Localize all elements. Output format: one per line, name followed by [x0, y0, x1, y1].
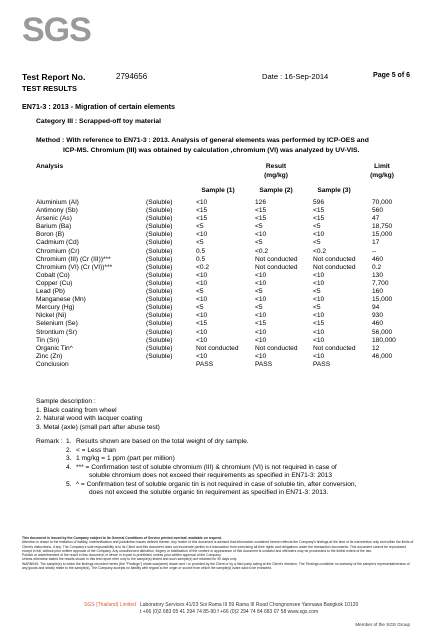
- sample-3-value: Not conducted: [313, 255, 356, 263]
- analyte-name: Lead (Pb): [36, 288, 65, 296]
- sample-description-item: 2. Natural wood with lacquer coating: [36, 415, 143, 422]
- analyte-name: Strontium (Sr): [36, 328, 78, 336]
- sample-1-value: <10: [196, 312, 208, 320]
- analyte-name: Mercury (Hg): [36, 304, 75, 312]
- sample-1-value: <10: [196, 279, 208, 287]
- limit-value: --: [372, 247, 377, 255]
- analysis-header: Analysis: [36, 163, 64, 170]
- limit-value: 7,700: [372, 279, 389, 287]
- limit-value: 12: [372, 344, 380, 352]
- remark-line: [36, 464, 406, 473]
- analyte-name: Manganese (Mn): [36, 296, 86, 304]
- sample-2-value: <10: [255, 328, 267, 336]
- limit-value: 46,000: [372, 352, 393, 360]
- remark-number: 2.: [66, 446, 72, 454]
- limit-value: 160: [372, 288, 384, 296]
- analyte-name: Conclusion: [36, 360, 69, 368]
- sample-3-value: PASS: [313, 360, 331, 368]
- sample-3-value: <5: [313, 239, 321, 247]
- sample-1-value: 0.5: [196, 247, 206, 255]
- sample-2-value: <5: [255, 288, 263, 296]
- limit-value: 18,750: [372, 223, 393, 231]
- sample-1-value: <10: [196, 328, 208, 336]
- remark-line: [36, 481, 406, 490]
- sample-3-value: <10: [313, 296, 325, 304]
- table-row: [0, 304, 432, 312]
- sgs-logo: [22, 10, 91, 50]
- remark-text: *** = Confirmation test of soluble chromium (III) & chromium (VI) is not required in case of: [76, 463, 337, 471]
- sample-3-value: <10: [313, 271, 325, 279]
- method-line-2: [36, 146, 396, 156]
- sample-1-value: <15: [196, 207, 208, 215]
- analyte-name: Organic Tin^: [36, 344, 73, 352]
- analyte-name: Barium (Ba): [36, 223, 72, 231]
- analyte-name: Chromium (Cr): [36, 247, 80, 255]
- table-row: [0, 207, 432, 215]
- sample-2-value: <10: [255, 231, 267, 239]
- table-row: [0, 215, 432, 223]
- remark-text: soluble chromium does not exceed their requirements as specified in EN71-3: 2013: [89, 472, 333, 479]
- table-row: [0, 256, 432, 264]
- sample-1-value: <5: [196, 223, 204, 231]
- sample-3-value: <10: [313, 328, 325, 336]
- sample-3-header: Sample (3): [317, 187, 351, 194]
- limit-value: 94: [372, 304, 380, 312]
- sample-3-value: <5: [313, 304, 321, 312]
- limit-value: 0.2: [372, 263, 382, 271]
- remark-text: ^ = Confirmation test of soluble organic tin is not required in case of soluble tin, after conversion,: [76, 480, 357, 488]
- sample-description-item: 3. Metal (axle) (small part after abuse test): [36, 423, 160, 431]
- sample-description-item: 1. Black coating from wheel: [36, 406, 117, 414]
- remark-line: [36, 447, 406, 456]
- sample-1-value: <10: [196, 271, 208, 279]
- analyte-name: Boron (B): [36, 231, 65, 239]
- limit-value: 560: [372, 207, 384, 215]
- limit-value: 460: [372, 255, 384, 263]
- sample-1-value: <10: [196, 352, 208, 360]
- method-text-1: With reference to EN71-3 : 2013. Analysis of general elements was performed by ICP-OES and: [66, 137, 369, 144]
- sample-2-value: <0.2: [255, 247, 269, 255]
- result-unit: (mg/kg): [264, 171, 288, 179]
- sample-2-value: <5: [255, 223, 263, 231]
- table-row: [0, 239, 432, 247]
- analyte-name: Aluminium (Al): [36, 199, 79, 206]
- limit-value: 460: [372, 320, 384, 328]
- remark-text: 1 mg/kg = 1 ppm (part per million): [76, 455, 175, 462]
- footer-company: SGS (Thailand) Limited: [84, 602, 136, 608]
- solubility: (Soluble): [146, 296, 173, 304]
- sample-3-value: <10: [313, 336, 325, 344]
- limit-value: 17: [372, 239, 380, 247]
- solubility: (Soluble): [146, 231, 173, 239]
- sample-2-header: Sample (2): [259, 187, 293, 194]
- table-row: [0, 361, 432, 369]
- analyte-name: Antimony (Sb): [36, 207, 78, 215]
- sample-3-value: 596: [313, 199, 325, 206]
- remark-text: does not exceed the soluble organic tin requirement as specified in EN71-3: 2013.: [89, 489, 329, 496]
- table-row: [0, 312, 432, 320]
- table-row: [0, 345, 432, 353]
- table-row: [0, 296, 432, 304]
- sample-1-value: <10: [196, 199, 208, 206]
- table-row: [0, 337, 432, 345]
- solubility: (Soluble): [146, 352, 173, 360]
- table-row: [0, 231, 432, 239]
- remark-line: [36, 472, 406, 481]
- sample-2-value: <15: [255, 320, 267, 328]
- sample-2-value: <5: [255, 304, 263, 312]
- report-header: [22, 72, 410, 84]
- table-row: [0, 288, 432, 296]
- limit-unit: (mg/kg): [370, 171, 394, 179]
- sample-1-value: <10: [196, 231, 208, 239]
- table-row: [0, 199, 432, 207]
- sample-3-value: <5: [313, 223, 321, 231]
- method-text-2: ICP-MS. Chromium (III) was obtained by calculation ,chromium (VI) was analyzed by UV-VIS.: [63, 147, 360, 154]
- solubility: (Soluble): [146, 279, 173, 287]
- sample-description-title: Sample description :: [36, 398, 96, 405]
- result-header: [246, 163, 306, 180]
- sample-3-value: Not conducted: [313, 344, 356, 352]
- sample-2-value: <15: [255, 207, 267, 215]
- footer-address-line: Laboratory Services 41/23 Soi Rama III 59 Rama III Road Chongnonsee Yannawa Bangkok 10120: [140, 602, 359, 608]
- analyte-name: Tin (Sn): [36, 336, 60, 344]
- analyte-name: Arsenic (As): [36, 215, 72, 223]
- remark-line: [36, 438, 406, 447]
- sample-3-value: <0.2: [313, 247, 327, 255]
- disclaimer-paragraph: Unless otherwise stated the results shown in this test report refer only to the sample(s) tested and such sample(s) are retained for 90 days only.: [22, 557, 237, 562]
- sample-3-value: <5: [313, 288, 321, 296]
- page-number: Page 5 of 6: [373, 72, 410, 79]
- section-title: EN71-3 : 2013 - Migration of certain elements: [22, 102, 175, 111]
- table-row: [0, 264, 432, 272]
- sample-1-value: <15: [196, 215, 208, 223]
- solubility: (Soluble): [146, 223, 173, 231]
- sample-3-value: Not conducted: [313, 263, 356, 271]
- solubility: (Soluble): [146, 263, 173, 271]
- remark-number: 4.: [66, 463, 72, 471]
- sample-3-value: <10: [313, 231, 325, 239]
- remark-number: 1.: [66, 438, 72, 445]
- disclaimer-paragraph: WARNING: The sample(s) to which the findings recorded herein (the "Findings") relate was(were) drawn and / or provided by the Client or by a third party acting at the Client's direction. The Findings constitute no warranty of the sample's representativeness of any goods and strictly relate to the sample(s). The Company accepts no liability with regard to the origin or source from which the sample(s) is/are said to be extracted.: [22, 561, 410, 571]
- report-number: 2794656: [116, 72, 148, 81]
- analyte-name: Chromium (VI) (Cr (VI))***: [36, 263, 113, 271]
- sample-3-value: <15: [313, 207, 325, 215]
- solubility: (Soluble): [146, 247, 173, 255]
- solubility: (Soluble): [146, 320, 173, 328]
- footer-address: [140, 602, 430, 615]
- table-row: [0, 329, 432, 337]
- solubility: (Soluble): [146, 271, 173, 279]
- method-line-1: [36, 136, 396, 146]
- solubility: (Soluble): [146, 199, 173, 206]
- limit-value: 56,000: [372, 328, 393, 336]
- analyte-name: Selenium (Se): [36, 320, 78, 328]
- footer-contact-line: t +66 (0)2 683 05 41 294 74 85-90 f +66 (0)2 294 74 84 683 07 58 www.sgs.com: [140, 608, 319, 615]
- remarks: [36, 438, 406, 498]
- solubility: (Soluble): [146, 207, 173, 215]
- disclaimer-paragraph: This document is issued by the Company subject to its General Conditions of Service printed overleaf, available on request.: [22, 536, 222, 540]
- remark-number: 5.: [66, 480, 72, 488]
- analyte-name: Zinc (Zn): [36, 352, 63, 360]
- solubility: (Soluble): [146, 288, 173, 296]
- sample-1-value: <5: [196, 239, 204, 247]
- sample-2-value: <10: [255, 279, 267, 287]
- disclaimer-paragraph: Publish or advertisement of the result in this document, in whole or in part is prohibited, unless prior written approval of the Company.: [22, 553, 222, 558]
- solubility: (Soluble): [146, 336, 173, 344]
- remark-number: 3.: [66, 455, 72, 462]
- sample-description: [36, 398, 160, 432]
- sample-2-value: PASS: [255, 360, 273, 368]
- analyte-name: Chromium (III) (Cr (III))***: [36, 255, 111, 263]
- limit-value: 930: [372, 312, 384, 320]
- disclaimer-paragraph: Attention is drawn to the limitation of liability, indemnification and jurisdiction issues defined therein. Any holder of this document is advised that information contained hereon reflects the Company's findings at the time of its intervention only and within the limits of Client's instructions, if any. The Company's sole responsibility is to its Client and this document does not exonerate parties to a transaction from exercising all their rights and obligations under the transaction documents. This document cannot be reproduced except in full, without prior written approval of the Company. Any unauthorized alteration, forgery or falsification of the content or appearance of this document is unlawful and offenders may be prosecuted to the fullest extent of the law.: [22, 540, 414, 553]
- table-row: [0, 223, 432, 231]
- limit-value: 47: [372, 215, 380, 223]
- remark-line: [36, 489, 406, 498]
- category-title: Category III : Scrapped-off toy material: [36, 118, 162, 125]
- remark-text: < = Less than: [76, 446, 116, 454]
- results-table: [0, 199, 432, 369]
- solubility: (Soluble): [146, 255, 173, 263]
- sample-2-value: <10: [255, 271, 267, 279]
- sample-1-value: <10: [196, 336, 208, 344]
- logo-text: SGS: [22, 11, 91, 49]
- sample-1-value: <0.2: [196, 263, 210, 271]
- sample-1-header: Sample (1): [201, 187, 235, 194]
- table-row: [0, 320, 432, 328]
- sample-3-value: <10: [313, 312, 325, 320]
- disclaimer: [22, 536, 414, 570]
- sample-2-value: <10: [255, 352, 267, 360]
- limit-value: 180,000: [372, 336, 396, 344]
- remark-label: Remark :: [36, 438, 63, 445]
- sample-3-value: <15: [313, 320, 325, 328]
- sample-2-value: Not conducted: [255, 255, 298, 263]
- method-label: Method :: [36, 137, 65, 144]
- sample-3-value: <10: [313, 352, 325, 360]
- remark-line: [36, 455, 406, 464]
- table-row: [0, 280, 432, 288]
- sample-2-value: Not conducted: [255, 263, 298, 271]
- sample-3-value: <15: [313, 215, 325, 223]
- sample-1-value: Not conducted: [196, 344, 239, 352]
- table-row: [0, 353, 432, 361]
- limit-label: Limit: [374, 163, 390, 170]
- report-title: Test Report No.: [22, 72, 86, 82]
- remark-text: Results shown are based on the total weight of dry sample.: [76, 438, 249, 445]
- table-row: [0, 272, 432, 280]
- sample-1-value: PASS: [196, 360, 214, 368]
- analyte-name: Cobalt (Co): [36, 271, 70, 279]
- solubility: (Soluble): [146, 312, 173, 320]
- result-label: Result: [265, 163, 287, 170]
- side-reference: [2, 510, 16, 570]
- sample-1-value: <15: [196, 320, 208, 328]
- method-block: [36, 136, 396, 156]
- solubility: (Soluble): [146, 304, 173, 312]
- sample-2-value: <5: [255, 239, 263, 247]
- sample-1-value: <5: [196, 288, 204, 296]
- sample-2-value: <10: [255, 296, 267, 304]
- limit-value: 130: [372, 271, 384, 279]
- solubility: (Soluble): [146, 239, 173, 247]
- limit-value: 15,000: [372, 231, 393, 239]
- sample-2-value: Not conducted: [255, 344, 298, 352]
- solubility: (Soluble): [146, 344, 173, 352]
- sample-2-value: 126: [255, 199, 267, 206]
- table-row: [0, 248, 432, 256]
- analyte-name: Cadmium (Cd): [36, 239, 79, 247]
- sample-1-value: 0.5: [196, 255, 206, 263]
- test-results-heading: TEST RESULTS: [22, 84, 77, 93]
- sample-2-value: <10: [255, 312, 267, 320]
- sample-1-value: <5: [196, 304, 204, 312]
- limit-header: [362, 163, 402, 180]
- report-date: Date : 16-Sep-2014: [262, 72, 329, 81]
- limit-value: 70,000: [372, 199, 393, 206]
- analyte-name: Copper (Cu): [36, 279, 73, 287]
- sample-1-value: <10: [196, 296, 208, 304]
- solubility: (Soluble): [146, 215, 173, 223]
- member-of-sgs-group: Member of the SGS Group: [355, 622, 410, 627]
- sample-3-value: <10: [313, 279, 325, 287]
- limit-value: 15,000: [372, 296, 393, 304]
- sample-2-value: <15: [255, 215, 267, 223]
- solubility: (Soluble): [146, 328, 173, 336]
- analyte-name: Nickel (Ni): [36, 312, 67, 320]
- sample-2-value: <10: [255, 336, 267, 344]
